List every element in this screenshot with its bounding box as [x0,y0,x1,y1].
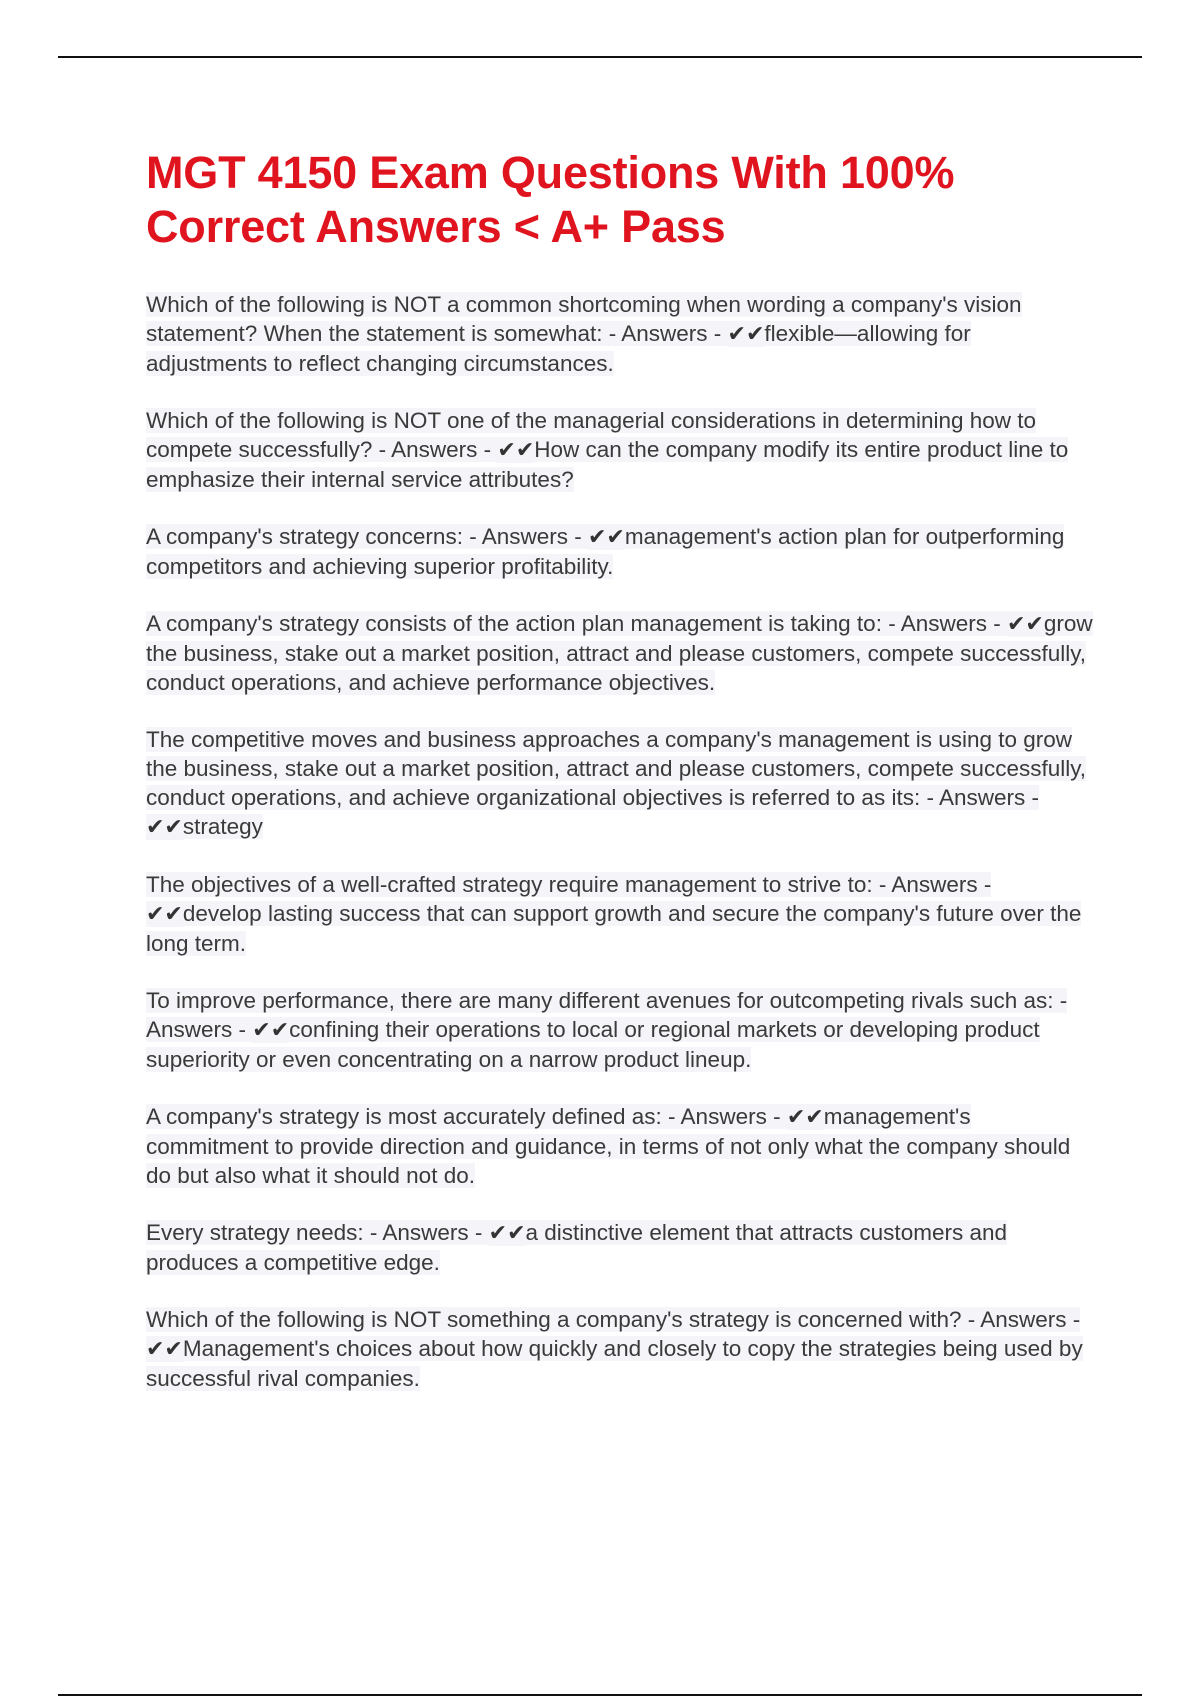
top-divider [58,56,1142,58]
double-check-icon: ✔✔ [146,902,183,927]
answer-separator: - Answers - [462,524,588,549]
answer-separator: - Answers - [146,988,1068,1042]
double-check-icon: ✔✔ [146,815,183,840]
double-check-icon: ✔✔ [727,322,765,347]
answer-text: confining their operations to local or regional markets or developing product superiority or even concentrating on a narrow product lineup. [146,1017,1040,1072]
answer-separator: - Answers - [363,1220,489,1245]
answer-text: Management's choices about how quickly and closely to copy the strategies being used by successful rival companies. [146,1336,1083,1391]
qa-item [146,406,1096,494]
question-text: Which of the following is NOT a common shortcoming when wording a company's vision statement? When the statement is somewhat: [146,292,1022,346]
answer-text: management's commitment to provide direction and guidance, in terms of not only what the company should do but also what it should not do. [146,1104,1071,1188]
double-check-icon: ✔✔ [587,525,625,550]
document-title: MGT 4150 Exam Questions With 100% Correct Answers < A+ Pass [146,147,955,252]
double-check-icon: ✔✔ [786,1105,824,1130]
qa-item [146,1305,1096,1393]
question-text: A company's strategy consists of the action plan management is taking to: [146,611,882,636]
qa-item [146,609,1096,697]
answer-text: flexible—allowing for adjustments to reflect changing circumstances. [146,321,971,376]
question-text: To improve performance, there are many different avenues for outcompeting rivals such as: [146,988,1054,1013]
question-text: The competitive moves and business approaches a company's management is using to grow the business, stake out a market position, attract and please customers, compete successfully, conduct operations, and achieve organizational objectives is referred to as its: [146,727,1087,810]
answer-text: How can the company modify its entire product line to emphasize their internal service attributes? [146,437,1069,492]
answer-text: a distinctive element that attracts customers and produces a competitive edge. [146,1220,1007,1275]
answer-separator: - Answers - [661,1104,787,1129]
qa-item [146,986,1096,1074]
double-check-icon: ✔✔ [146,1337,183,1362]
double-check-icon: ✔✔ [497,438,535,463]
answer-separator: - Answers - [920,785,1039,810]
qa-item [146,522,1096,581]
question-text: Which of the following is NOT one of the managerial considerations in determining how to compete successfully? [146,408,1037,462]
qa-item [146,1218,1096,1277]
answer-separator: - Answers - [881,611,1007,636]
qa-list [146,290,1096,1393]
answer-text: strategy [182,814,263,839]
answer-separator: - Answers - [872,872,992,897]
answer-text: management's action plan for outperforming competitors and achieving superior profitability. [146,524,1065,579]
qa-item [146,1102,1096,1190]
question-text: Which of the following is NOT something a company's strategy is concerned with? [146,1307,962,1332]
answer-separator: - Answers - [372,437,498,462]
qa-item [146,290,1096,378]
question-text: Every strategy needs: [146,1220,364,1245]
answer-text: develop lasting success that can support growth and secure the company's future over the long term. [146,901,1082,956]
question-text: A company's strategy concerns: [146,524,463,549]
double-check-icon: ✔✔ [1006,612,1044,637]
answer-separator: - Answers - [602,321,728,346]
question-text: A company's strategy is most accurately defined as: [146,1104,662,1129]
qa-item [146,725,1096,842]
answer-separator: - Answers - [961,1307,1081,1332]
document-body [146,146,1096,1421]
double-check-icon: ✔✔ [488,1221,526,1246]
qa-item [146,870,1096,958]
double-check-icon: ✔✔ [252,1018,290,1043]
bottom-divider [58,1694,1142,1696]
answer-text: grow the business, stake out a market position, attract and please customers, compete successfully, conduct operations, and achieve performance objectives. [146,611,1093,695]
question-text: The objectives of a well-crafted strategy require management to strive to: [146,872,873,897]
